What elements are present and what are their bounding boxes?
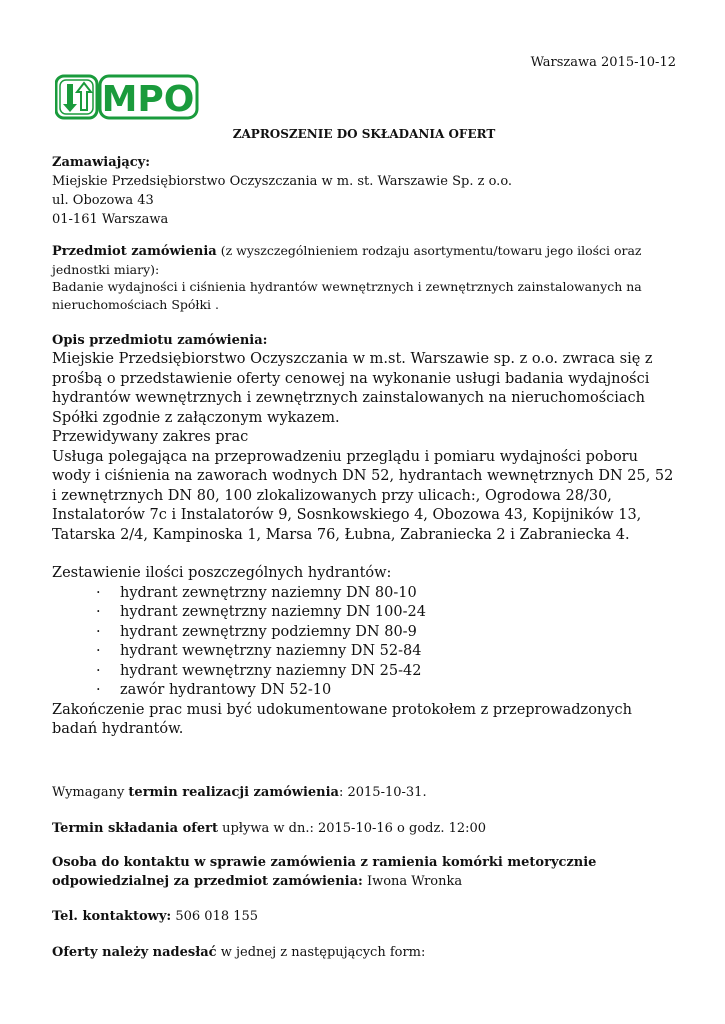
subject-description: Badanie wydajności i ciśnienia hydrantów wewnętrznych i zewnętrznych zainstalowanych na nieruchomościach Spółki .: [52, 279, 642, 312]
description-paragraph-1: Miejskie Przedsiębiorstwo Oczyszczania w m.st. Warszawie sp. z o.o. zwraca się z prośbą o przedstawienie oferty cenowej na wykonanie usługi badania wydajności hydrantów wewnętrznych i zewnętrznych zainstalowanych na nieruchomościach Spółki zgodnie z załączonym wykazem.: [52, 351, 653, 426]
submission-value: upływa w dn.: 2015-10-16 o godz. 12:00: [217, 821, 487, 836]
offers-section: [52, 943, 676, 962]
list-item: · hydrant zewnętrzny naziemny DN 100-24: [52, 603, 676, 623]
description-paragraph-3: Usługa polegająca na przeprowadzeniu przeglądu i pomiaru wydajności poboru wody i ciśnienia na zaworach wodnych DN 52, hydrantach wewnętrznych DN 25, 52 i zewnętrznych DN 80, 100 zlokalizowanych przy ulicach:, Ogrodowa 28/30, Instalatorów 7c i Instalatorów 9, Sosnkowskiego 4, Obozowa 43, Kopijników 13, Tatarska 2/4, Kampinoska 1, Marsa 76, Łubna, Zabraniecka 2 i Zabraniecka 4.: [52, 448, 674, 543]
orderer-section: [52, 153, 676, 229]
bullet: ·: [96, 643, 101, 659]
list-item: · hydrant wewnętrzny naziemny DN 52-84: [52, 642, 676, 662]
bullet: ·: [96, 584, 101, 601]
closing-paragraph: Zakończenie prac musi być udokumentowane protokołem z przeprowadzonych badań hydrantów.: [52, 701, 632, 737]
hydrant-list: [52, 584, 676, 701]
deadline-label: termin realizacji zamówienia: [128, 785, 339, 800]
subject-label: Przedmiot zamówienia: [52, 244, 217, 259]
hydrant-list-title: Zestawienie ilości poszczególnych hydrantów:: [52, 565, 392, 581]
offers-label: Oferty należy nadesłać: [52, 945, 217, 960]
bullet: ·: [96, 604, 101, 620]
description-section: [52, 331, 676, 740]
phone-label: Tel. kontaktowy:: [52, 909, 172, 924]
bullet: ·: [96, 662, 101, 679]
orderer-label: Zamawiający:: [52, 155, 151, 170]
list-item: · hydrant zewnętrzny naziemny DN 80-10: [52, 584, 676, 604]
contact-section: [52, 853, 676, 891]
contact-label: Osoba do kontaktu w sprawie zamówienia z ramienia komórki metorycznie odpowiedzialnej za przedmiot zamówienia:: [52, 855, 597, 889]
mpo-logo: [55, 74, 199, 120]
phone-value: 506 018 155: [171, 909, 259, 924]
list-item: · zawór hydrantowy DN 52-10: [52, 681, 676, 701]
offers-value: w jednej z następujących form:: [216, 945, 426, 960]
document-date: Warszawa 2015-10-12: [530, 55, 676, 70]
description-paragraph-2: Przewidywany zakres prac: [52, 429, 249, 445]
list-item: · hydrant wewnętrzny naziemny DN 25-42: [52, 662, 676, 682]
subject-hint: (z wyszczególnieniem rodzaju asortymentu/towaru jego ilości oraz jednostki miary):: [52, 243, 642, 277]
document-title: ZAPROSZENIE DO SKŁADANIA OFERT: [232, 127, 496, 141]
deadline-value: : 2015-10-31.: [338, 785, 427, 800]
logo-text: MPO: [101, 79, 195, 120]
subject-section: [52, 242, 676, 313]
description-label: Opis przedmiotu zamówienia:: [52, 333, 268, 348]
orderer-city: 01-161 Warszawa: [52, 212, 169, 227]
submission-section: [52, 819, 676, 838]
phone-section: [52, 907, 676, 926]
bullet: ·: [96, 682, 101, 698]
orderer-name: Miejskie Przedsiębiorstwo Oczyszczania w m. st. Warszawie Sp. z o.o.: [52, 174, 513, 189]
list-item: · hydrant zewnętrzny podziemny DN 80-9: [52, 623, 676, 643]
mpo-logo-graphic: [55, 74, 199, 120]
orderer-street: ul. Obozowa 43: [52, 193, 154, 208]
deadline-section: Wymagany termin realizacji zamówienia: 2015-10-31.: [52, 785, 427, 800]
submission-label: Termin składania ofert: [52, 821, 218, 836]
bullet: ·: [96, 623, 101, 640]
contact-name: Iwona Wronka: [362, 874, 463, 889]
